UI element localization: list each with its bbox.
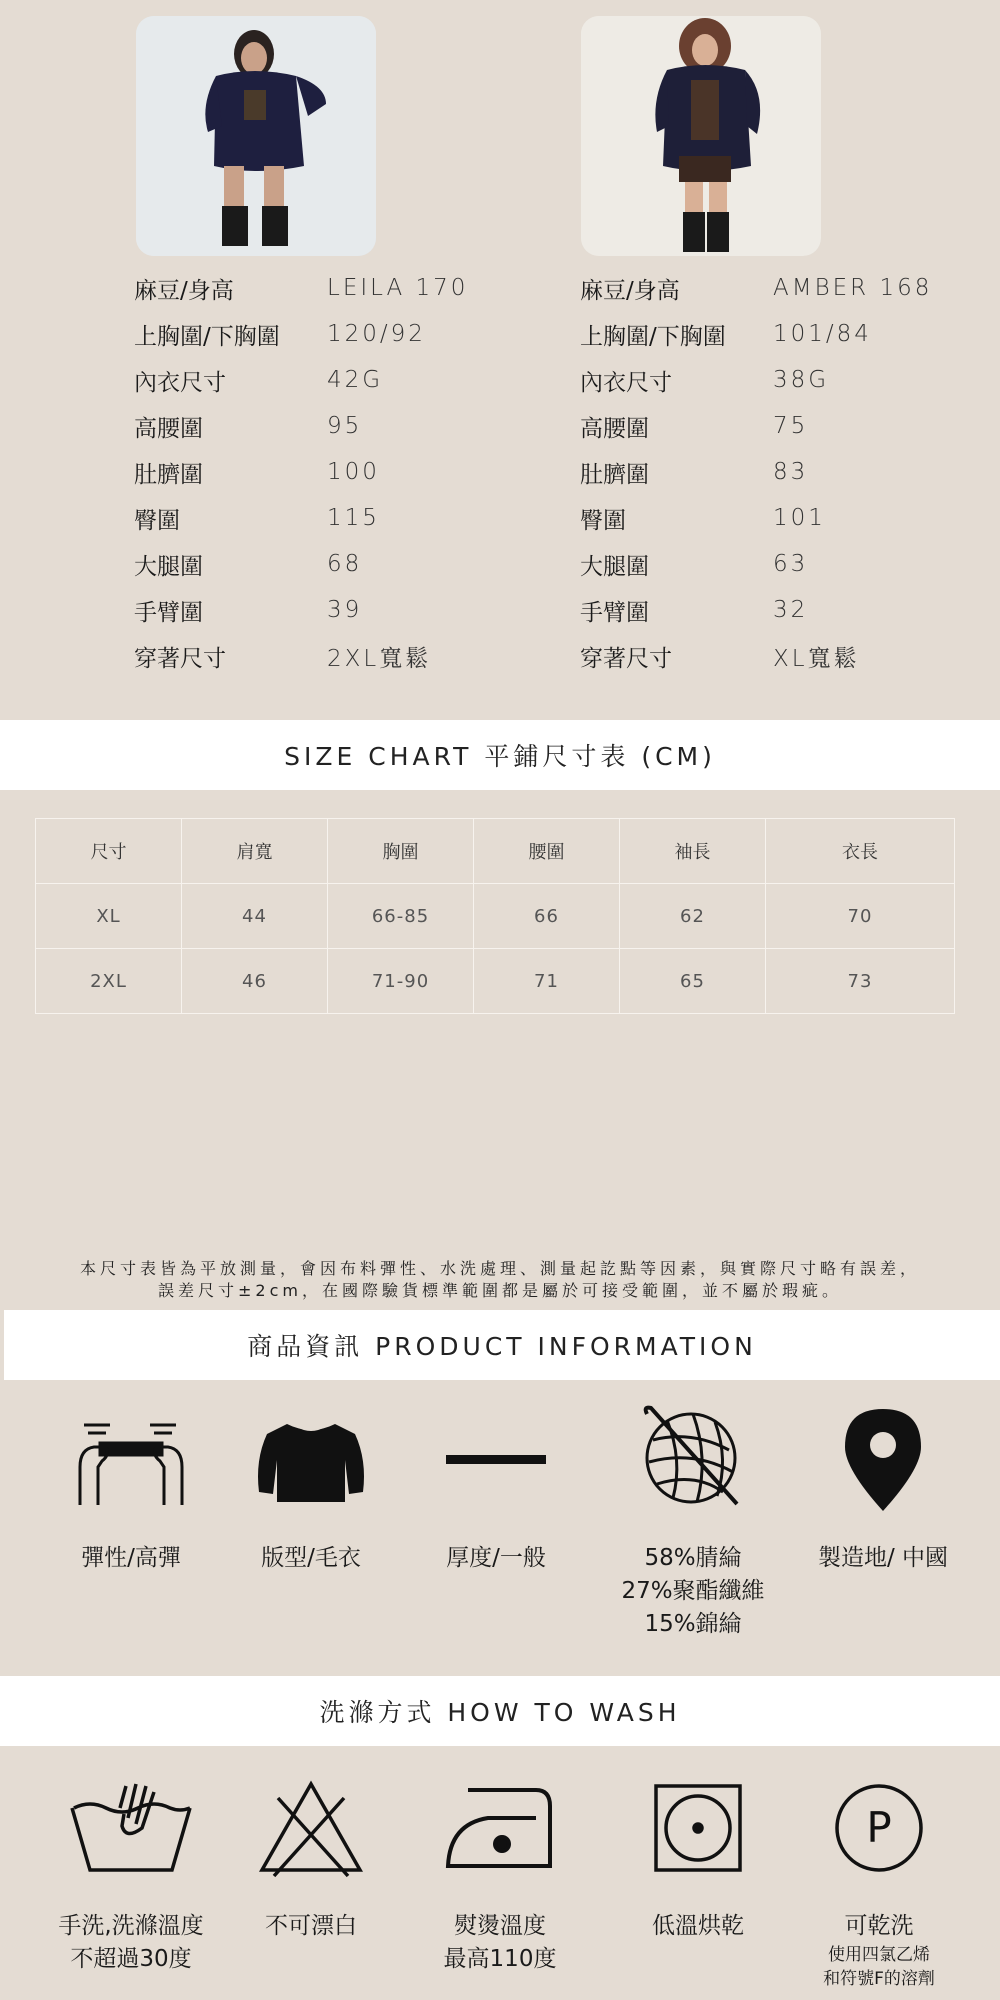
wash-item-dry [603, 1768, 793, 1943]
column-header: 袖長 [620, 819, 766, 884]
location-pin-icon [788, 1400, 978, 1520]
spec-row [580, 495, 932, 541]
spec-value: 100 [327, 459, 380, 485]
spec-value: 32 [773, 597, 809, 623]
spec-value: 63 [773, 551, 809, 577]
wash-subcaption-line: 和符號F的溶劑 [823, 1969, 935, 1989]
model-photo-leila [136, 16, 376, 256]
column-header: 胸圍 [328, 819, 474, 884]
dry-clean-symbol: P [866, 1803, 892, 1852]
table-cell: 62 [620, 884, 766, 949]
info-item-stretch [36, 1400, 226, 1575]
spec-row [580, 403, 932, 449]
note-line: 本尺寸表皆為平放測量，會因布料彈性、水洗處理、測量起訖點等因素，與實際尺寸略有誤差， [79, 1259, 920, 1278]
spec-value: XL寬鬆 [773, 645, 860, 672]
spec-value: 2XL寬鬆 [327, 645, 432, 672]
wash-item-hand [36, 1768, 226, 1976]
spec-value: 39 [327, 597, 363, 623]
wash-caption [405, 1910, 595, 1976]
spec-row [580, 541, 932, 587]
wash-caption-line: 不可漂白 [265, 1913, 357, 1939]
spec-label: 上胸圍/下胸圍 [134, 323, 280, 350]
spec-value: 83 [773, 459, 809, 485]
wash-caption-line: 最高110度 [443, 1946, 557, 1972]
column-header: 衣長 [766, 819, 955, 884]
spec-value: 101 [773, 505, 826, 531]
info-item-fit [216, 1400, 406, 1575]
spec-label: 大腿圍 [580, 553, 649, 580]
wash-title: 洗滌方式 HOW TO WASH [319, 1698, 681, 1727]
info-caption: 版型/毛衣 [261, 1545, 361, 1571]
info-item-origin [788, 1400, 978, 1575]
spec-label: 手臂圍 [580, 599, 649, 626]
spec-value: 95 [327, 413, 363, 439]
column-header: 腰圍 [474, 819, 620, 884]
spec-label: 肚臍圍 [134, 461, 203, 488]
column-header: 肩寬 [182, 819, 328, 884]
spec-label: 大腿圍 [134, 553, 203, 580]
spec-label: 麻豆/身高 [134, 277, 234, 304]
spec-row [134, 311, 468, 357]
spec-row [134, 449, 468, 495]
table-row [36, 949, 955, 1014]
wash-caption [784, 1910, 974, 1991]
spec-row [580, 633, 932, 679]
yarn-ball-icon [598, 1400, 788, 1520]
stretch-hands-icon [36, 1400, 226, 1520]
spec-value: 75 [773, 413, 809, 439]
table-cell: XL [36, 884, 182, 949]
spec-row [580, 587, 932, 633]
wash-caption [603, 1910, 793, 1943]
material-line: 58%腈綸 [644, 1545, 742, 1571]
table-cell: 66 [474, 884, 620, 949]
spec-row [580, 265, 932, 311]
wash-subcaption-line: 使用四氯乙烯 [828, 1945, 930, 1965]
spec-row [134, 541, 468, 587]
spec-row [134, 265, 468, 311]
material-line: 15%錦綸 [644, 1611, 742, 1637]
spec-row [134, 587, 468, 633]
info-caption [598, 1542, 788, 1641]
spec-row [134, 495, 468, 541]
spec-row [134, 357, 468, 403]
spec-label: 手臂圍 [134, 599, 203, 626]
table-row [36, 884, 955, 949]
tumble-dry-low-icon [603, 1768, 793, 1888]
wash-caption [216, 1910, 406, 1943]
note-line: 誤差尺寸±2cm，在國際驗貨標準範圍都是屬於可接受範圍，並不屬於瑕疵。 [158, 1281, 842, 1300]
size-chart-title: SIZE CHART 平鋪尺寸表 (CM) [284, 742, 716, 771]
hand-wash-icon [36, 1768, 226, 1888]
table-cell: 73 [766, 949, 955, 1014]
info-item-thickness [401, 1400, 591, 1575]
table-header-row [36, 819, 955, 884]
table-cell: 71-90 [328, 949, 474, 1014]
spec-label: 穿著尺寸 [134, 645, 226, 672]
wash-caption [36, 1910, 226, 1976]
table-cell: 44 [182, 884, 328, 949]
spec-label: 內衣尺寸 [580, 369, 672, 396]
spec-value: 120/92 [327, 321, 426, 347]
table-cell: 66-85 [328, 884, 474, 949]
spec-value: 115 [327, 505, 380, 531]
table-cell: 70 [766, 884, 955, 949]
wash-item-no-bleach [216, 1768, 406, 1943]
no-bleach-icon [216, 1768, 406, 1888]
table-cell: 65 [620, 949, 766, 1014]
spec-value: 42G [327, 367, 384, 393]
spec-row [580, 311, 932, 357]
column-header: 尺寸 [36, 819, 182, 884]
spec-row [134, 403, 468, 449]
spec-label: 上胸圍/下胸圍 [580, 323, 726, 350]
spec-value: 38G [773, 367, 830, 393]
spec-row [580, 449, 932, 495]
info-caption: 製造地/ 中國 [817, 1545, 949, 1571]
spec-label: 臀圍 [580, 507, 626, 534]
wash-caption-line: 熨燙溫度 [454, 1913, 546, 1939]
spec-label: 臀圍 [134, 507, 180, 534]
wash-caption-line: 不超過30度 [70, 1946, 192, 1972]
model-photo-amber [581, 16, 821, 256]
spec-row [134, 633, 468, 679]
info-item-material [598, 1400, 788, 1641]
spec-label: 高腰圍 [580, 415, 649, 442]
model-specs-right [580, 265, 932, 679]
spec-row [580, 357, 932, 403]
wash-caption-line: 可乾洗 [844, 1913, 914, 1939]
wash-caption-line: 手洗,洗滌溫度 [58, 1913, 204, 1939]
spec-label: 高腰圍 [134, 415, 203, 442]
model-specs-left [134, 265, 468, 679]
material-line: 27%聚酯纖維 [621, 1578, 765, 1604]
spec-label: 內衣尺寸 [134, 369, 226, 396]
table-cell: 46 [182, 949, 328, 1014]
sweater-icon [216, 1400, 406, 1520]
wash-header [0, 1676, 1000, 1746]
spec-value: LEILA 170 [327, 275, 469, 301]
spec-value: 101/84 [773, 321, 872, 347]
spec-label: 穿著尺寸 [580, 645, 672, 672]
measurement-note [0, 1258, 1000, 1302]
info-caption: 彈性/高彈 [81, 1545, 181, 1571]
spec-label: 肚臍圍 [580, 461, 649, 488]
product-info-title: 商品資訊 PRODUCT INFORMATION [247, 1332, 757, 1361]
size-chart-header [0, 720, 1000, 790]
wash-caption-line: 低溫烘乾 [652, 1913, 744, 1939]
table-cell: 71 [474, 949, 620, 1014]
spec-value: AMBER 168 [773, 275, 933, 301]
wash-item-iron [405, 1768, 595, 1976]
thickness-line-icon [401, 1400, 591, 1520]
dry-clean-p-icon [784, 1768, 974, 1888]
spec-label: 麻豆/身高 [580, 277, 680, 304]
info-caption: 厚度/一般 [446, 1545, 546, 1571]
iron-icon [405, 1768, 595, 1888]
table-cell: 2XL [36, 949, 182, 1014]
size-table [35, 818, 955, 1014]
wash-item-dry-clean [784, 1768, 974, 1991]
spec-value: 68 [327, 551, 363, 577]
product-info-header [4, 1310, 1000, 1380]
